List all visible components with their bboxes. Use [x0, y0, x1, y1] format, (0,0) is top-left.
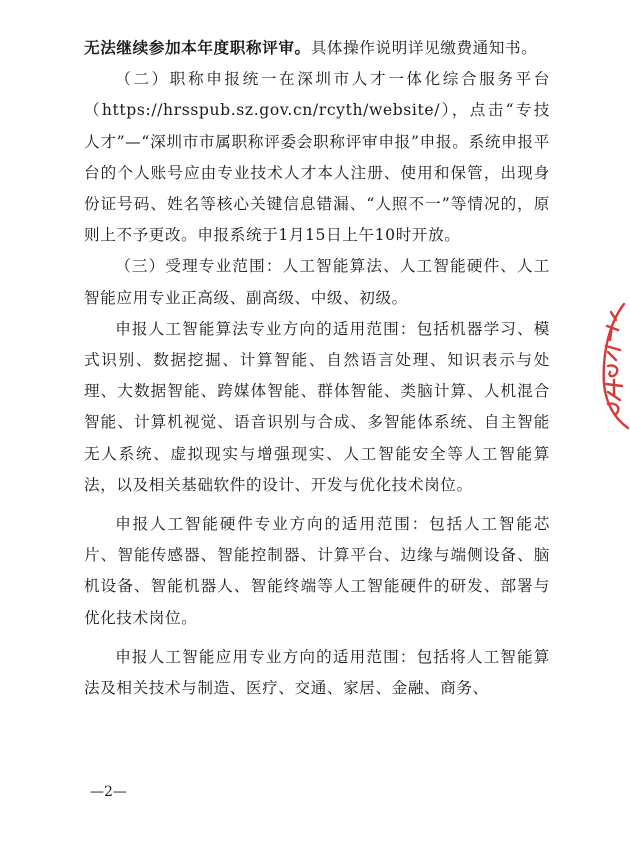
fee-notice-text: 具体操作说明详见缴费通知书。 [310, 39, 538, 57]
seal-stamp-fragment [594, 300, 630, 430]
document-body [84, 32, 550, 704]
paragraph-accepted-specialties: （三）受理专业范围：人工智能算法、人工智能硬件、人工智能应用专业正高级、副高级、中级、初级。 [84, 257, 550, 307]
paragraph-fee-notice [84, 32, 550, 64]
bold-warning-text: 无法继续参加本年度职称评审。 [84, 38, 311, 57]
paragraph-ai-application-scope: 申报人工智能应用专业方向的适用范围：包括将人工智能算法及相关技术与制造、医疗、交通、家居、金融、商务、 [84, 647, 550, 698]
paragraph-ai-algorithm-scope: 申报人工智能算法专业方向的适用范围：包括机器学习、模式识别、数据挖掘、计算智能、自然语言处理、知识表示与处理、大数据智能、跨媒体智能、群体智能、类脑计算、人机混合智能、计算机视觉、语音识别与合成、多智能体系统、自主智能无人系统、虚拟现实与增强现实、人工智能安全等人工智能算法，以及相关基础软件的设计、开发与优化技术岗位。 [84, 319, 550, 494]
page-number: —2— [90, 784, 127, 800]
paragraph-ai-hardware-scope: 申报人工智能硬件专业方向的适用范围：包括人工智能芯片、智能传感器、智能控制器、计算平台、边缘与端侧设备、脑机设备、智能机器人、智能终端等人工智能硬件的研发、部署与优化技术岗位。 [84, 515, 550, 627]
seal-stamp-graphic [594, 300, 630, 430]
paragraph-application-platform: （二）职称申报统一在深圳市人才一体化综合服务平台（https://hrsspub.sz.gov.cn/rcyth/website/），点击“专技人才”—“深圳市市属职称评委会职称评审申报”申报。系统申报平台的个人账号应由专业技术人才本人注册、使用和保管，出现身份证号码、姓名等核心关键信息错漏、“人照不一”等情况的，原则上不予更改。申报系统于1月15日上午10时开放。 [84, 70, 550, 245]
